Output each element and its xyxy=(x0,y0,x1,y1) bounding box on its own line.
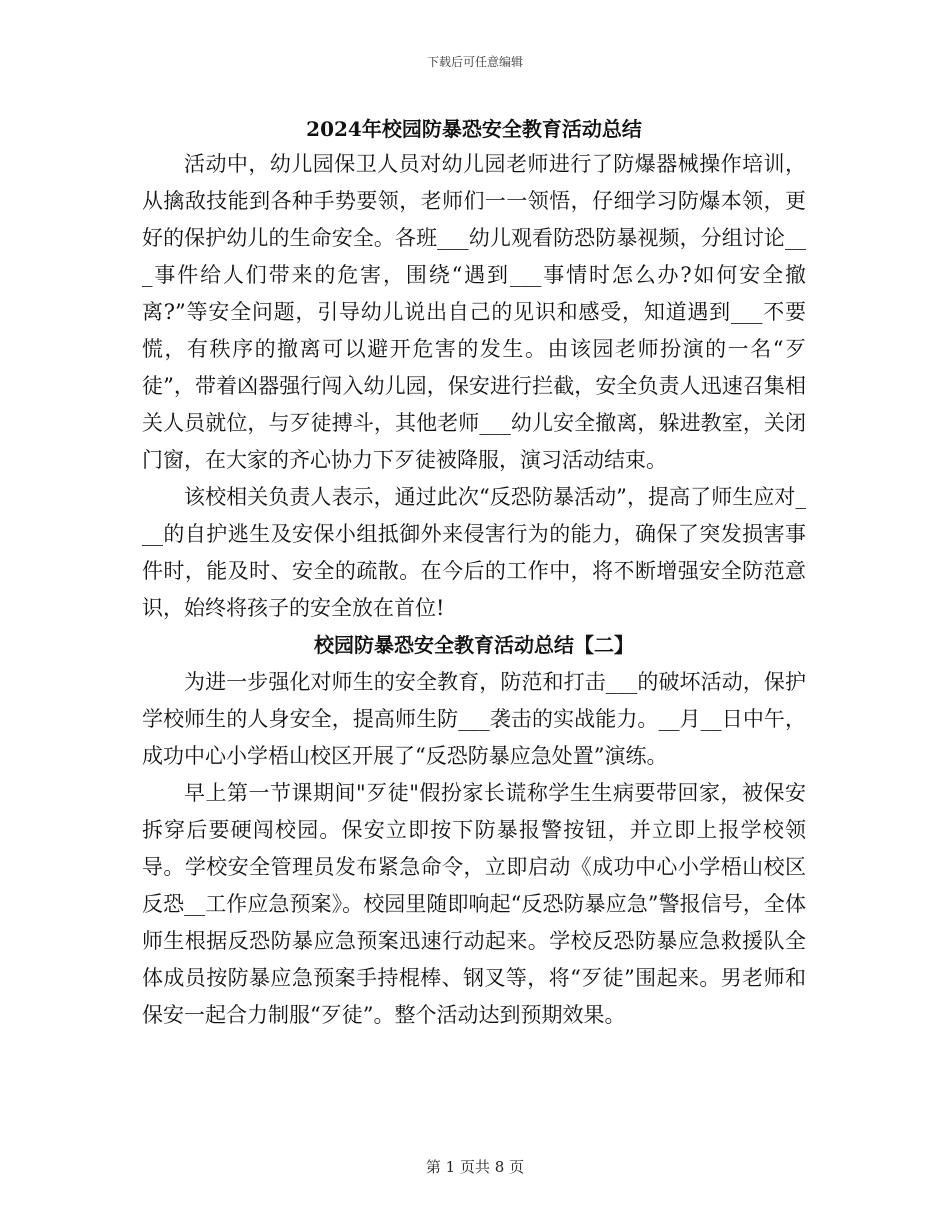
paragraph: 为进一步强化对师生的安全教育，防范和打击___的破坏活动，保护学校师生的人身安全，提高师生防___袭击的实战能力。__月__日中午，成功中心小学梧山校区开展了“反恐防暴应急处置”演练。 xyxy=(142,670,806,768)
document-title: 2024年校园防暴恐安全教育活动总结 xyxy=(306,117,642,141)
paragraph: 早上第一节课期间"歹徒"假扮家长谎称学生生病要带回家，被保安拆穿后要硬闯校园。保安立即按下防暴报警按钮，并立即上报学校领导。学校安全管理员发布紧急命令，立即启动《成功中心小学梧山校区反恐__工作应急预案》。校园里随即响起“反恐防暴应急”警报信号，全体师生根据反恐防暴应急预案迅速行动起来。学校反恐防暴应急救援队全体成员按防暴应急预案手持棍棒、钢叉等，将“歹徒”围起来。男老师和保安一起合力制服“歹徒”。整个活动达到预期效果。 xyxy=(142,781,806,1027)
page-number: 第 1 页共 8 页 xyxy=(425,1158,525,1176)
header-note: 下载后可任意编辑 xyxy=(426,55,523,69)
paragraph: 活动中，幼儿园保卫人员对幼儿园老师进行了防爆器械操作培训，从擒敌技能到各种手势要领，老师们一一领悟，仔细学习防爆本领，更好的保护幼儿的生命安全。各班___幼儿观看防恐防暴视频，分组讨论___事件给人们带来的危害，围绕“遇到___事情时怎么办?如何安全撤离?”等安全问题，引导幼儿说出自己的见识和感受，知道遇到___不要慌，有秩序的撤离可以避开危害的发生。由该园老师扮演的一名“歹徒”，带着凶器强行闯入幼儿园，保安进行拦截，安全负责人迅速召集相关人员就位，与歹徒搏斗，其他老师___幼儿安全撤离，躲进教室，关闭门窗，在大家的齐心协力下歹徒被降服，演习活动结束。 xyxy=(142,152,806,472)
paragraph: 该校相关负责人表示，通过此次“反恐防暴活动”，提高了师生应对___的自护逃生及安保小组抵御外来侵害行为的能力，确保了突发损害事件时，能及时、安全的疏散。在今后的工作中，将不断增强安全防范意识，始终将孩子的安全放在首位! xyxy=(142,485,806,620)
document-body xyxy=(142,112,806,1034)
section-title: 校园防暴恐安全教育活动总结【二】 xyxy=(314,633,634,657)
